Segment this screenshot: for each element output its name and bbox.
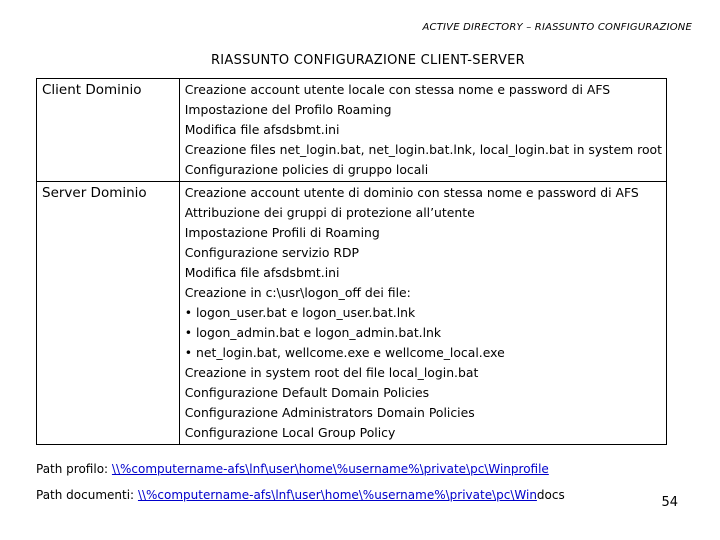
- list-item: Modifica file afsdsbmt.ini: [184, 265, 340, 280]
- table-row-client: [37, 79, 667, 182]
- list-item: Creazione in c:\usr\logon_off dei file:: [184, 285, 411, 300]
- list-item: Impostazione Profili di Roaming: [184, 225, 380, 240]
- list-item: • net_login.bat, wellcome.exe e wellcome_local.exe: [184, 345, 505, 360]
- list-item: Creazione in system root del file local_login.bat: [184, 365, 479, 380]
- list-item: Creazione account utente locale con stessa nome e password di AFS: [184, 82, 611, 97]
- list-item: Creazione files net_login.bat, net_login.bat.lnk, local_login.bat in system root: [184, 142, 662, 157]
- page-title: RIASSUNTO CONFIGURAZIONE CLIENT-SERVER: [210, 53, 526, 68]
- list-item: Configurazione policies di gruppo locali: [184, 162, 429, 177]
- documents-path-label: Path documenti:: [36, 488, 135, 502]
- row-items: [179, 79, 666, 182]
- list-item: Impostazione del Profilo Roaming: [184, 102, 392, 117]
- list-item: Configurazione servizio RDP: [184, 245, 360, 260]
- profile-path: [36, 462, 549, 476]
- slide-header: ACTIVE DIRECTORY – RIASSUNTO CONFIGURAZIONE: [422, 22, 692, 33]
- list-item: Configurazione Administrators Domain Policies: [184, 405, 475, 420]
- list-item: • logon_admin.bat e logon_admin.bat.lnk: [184, 325, 442, 340]
- row-label: Server Dominio: [37, 182, 180, 445]
- list-item: Configurazione Default Domain Policies: [184, 385, 430, 400]
- list-item: Modifica file afsdsbmt.ini: [184, 122, 340, 137]
- list-item: Configurazione Local Group Policy: [184, 425, 396, 440]
- row-label: Client Dominio: [37, 79, 180, 182]
- documents-path: [36, 488, 565, 502]
- profile-path-label: Path profilo:: [36, 462, 109, 476]
- row-items: [179, 182, 666, 445]
- configuration-summary-table: [36, 78, 667, 445]
- list-item: Creazione account utente di dominio con stessa nome e password di AFS: [184, 185, 639, 200]
- list-item: • logon_user.bat e logon_user.bat.lnk: [184, 305, 416, 320]
- table-row-server: [37, 182, 667, 445]
- profile-path-link[interactable]: \\%computername-afs\lnf\user\home\%username%\private\pc\Winprofile: [111, 462, 549, 476]
- list-item: Attribuzione dei gruppi di protezione all’utente: [184, 205, 475, 220]
- documents-path-link[interactable]: \\%computername-afs\lnf\user\home\%username%\private\pc\Win: [137, 488, 537, 502]
- page-number: 54: [661, 495, 678, 510]
- documents-path-tail: docs: [536, 488, 565, 502]
